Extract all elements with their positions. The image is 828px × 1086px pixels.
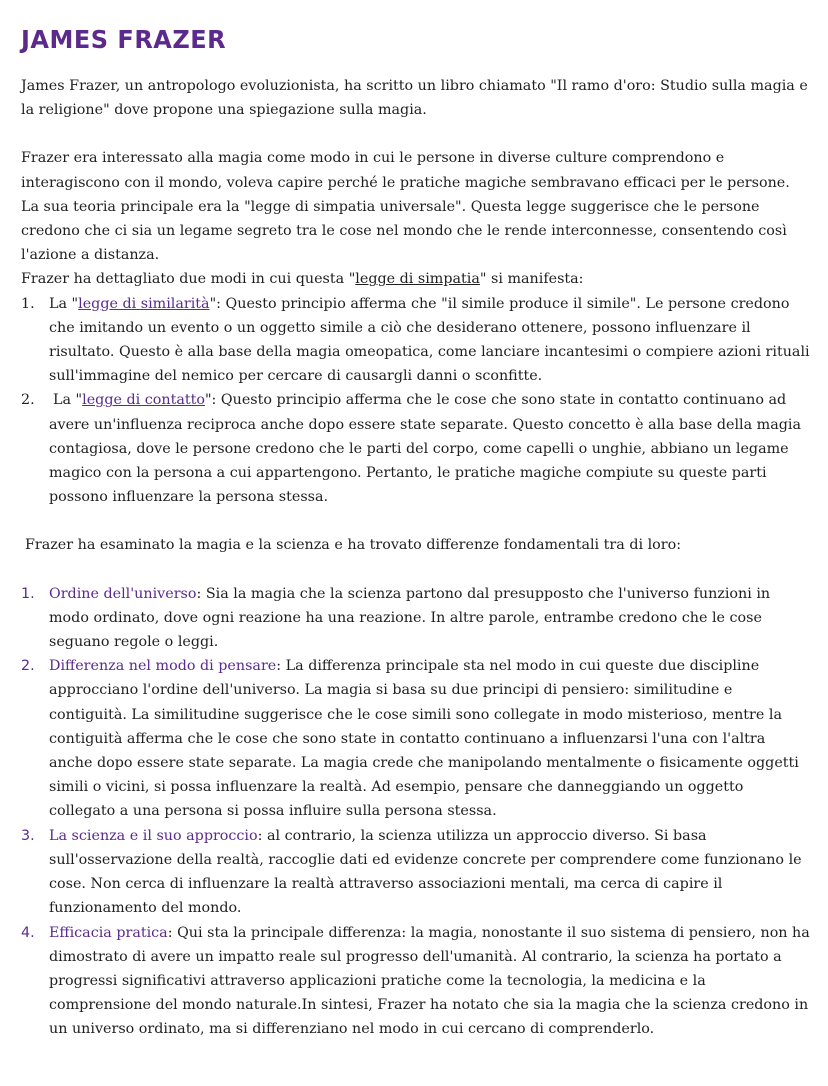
law-text: ": Questo principio afferma che "il simile produce il simile". Le persone credono che imitando un evento o un oggetto simile a ciò che desiderano ottenere, possono influenzare il risultato. Questo è alla base della magia omeopatica, come lanciare incantesimi o compiere azioni rituali sull'immagine del nemico per cercare di causargli danni o sconfitte. bbox=[49, 295, 810, 385]
laws-intro-after: " si manifesta: bbox=[479, 271, 584, 288]
link-legge-di-contatto[interactable]: legge di contatto bbox=[82, 392, 205, 409]
law-before: La " bbox=[49, 295, 79, 312]
law-before: La " bbox=[53, 392, 83, 409]
list-number: 1. bbox=[21, 295, 35, 312]
laws-intro-before: Frazer ha dettagliato due modi in cui questa " bbox=[21, 271, 356, 288]
intro-paragraph: James Frazer, un antropologo evoluzionista, ha scritto un libro chiamato "Il ramo d'oro: Studio sulla magia e la religione" dove propone una spiegazione sulla magia. bbox=[21, 78, 808, 119]
list-number: 3. bbox=[21, 827, 35, 844]
law-text: ": Questo principio afferma che le cose che sono state in contatto continuano ad avere un'influenza reciproca anche dopo essere state separate. Questo concetto è alla base della magia contagiosa, dove le persone credono che le parti del corpo, come capelli o unghie, abbiano un legame magico con la persona a cui appartengono. Pertanto, le pratiche magiche compiute su queste parti possono influenzare la persona stessa. bbox=[49, 392, 801, 506]
page-title: JAMES FRAZER bbox=[21, 25, 227, 55]
paragraph-laws-intro bbox=[21, 267, 811, 291]
laws-list bbox=[21, 292, 811, 510]
link-legge-di-simpatia[interactable]: legge di simpatia bbox=[355, 271, 480, 288]
paragraph-interest: Frazer era interessato alla magia come modo in cui le persone in diverse culture comprendono e interagiscono con il mondo, voleva capire perché le pratiche magiche sembravano efficaci per le persone. bbox=[21, 150, 790, 191]
difference-text: : Qui sta la principale differenza: la magia, nonostante il suo sistema di pensiero, non ha dimostrato di avere un impatto reale sul progresso dell'umanità. Al contrario, la scienza ha portato a progressi significativi attraverso applicazioni pratiche come la tecnologia, la medicina e la comprensione del mondo naturale.In sintesi, Frazer ha notato che sia la magia che la scienza credono in un universo ordinato, ma si differenziano nel modo in cui cercano di comprenderlo. bbox=[49, 924, 810, 1038]
link-legge-di-similarita[interactable]: legge di similarità bbox=[78, 295, 210, 312]
list-number: 2. bbox=[21, 392, 35, 409]
list-item bbox=[21, 921, 811, 1042]
list-item bbox=[21, 654, 811, 823]
difference-text: : La differenza principale sta nel modo in cui queste due discipline approcciano l'ordine dell'universo. La magia si basa su due principi di pensiero: similitudine e contiguità. La similitudine suggerisce che le cose simili sono collegate in modo misterioso, mentre la contiguità afferma che le cose che sono state in contatto continuano a influenzarsi l'una con l'altra anche dopo essere state separate. La magia crede che manipolando mentalmente o fisicamente oggetti simili o vicini, si possa influenzare la realtà. Ad esempio, pensare che danneggiando un oggetto collegato a una persona si possa influire sulla persona stessa. bbox=[49, 658, 799, 820]
list-item bbox=[21, 292, 811, 389]
paragraph-differences-intro: Frazer ha esaminato la magia e la scienza e ha trovato differenze fondamentali tra di loro: bbox=[25, 537, 682, 554]
document-page bbox=[21, 24, 811, 1042]
paragraph-theory: La sua teoria principale era la "legge di simpatia universale". Questa legge suggerisce che le persone credono che ci sia un legame segreto tra le cose nel mondo che le rende interconnesse, consentendo così l'azione a distanza. bbox=[21, 198, 787, 264]
difference-label: Efficacia pratica bbox=[49, 924, 168, 941]
difference-text: : Sia la magia che la scienza partono dal presupposto che l'universo funzioni in modo ordinato, dove ogni reazione ha una reazione. In altre parole, entrambe credono che le cose seguano regole o leggi. bbox=[49, 585, 771, 651]
list-item bbox=[21, 582, 811, 655]
list-number: 2. bbox=[21, 658, 35, 675]
difference-text: : al contrario, la scienza utilizza un approccio diverso. Si basa sull'osservazione della realtà, raccoglie dati ed evidenze concrete per comprendere come funzionano le cose. Non cerca di influenzare la realtà attraverso associazioni mentali, ma cerca di capire il funzionamento del mondo. bbox=[49, 827, 802, 917]
difference-label: La scienza e il suo approccio bbox=[49, 827, 258, 844]
list-item bbox=[21, 824, 811, 921]
difference-label: Differenza nel modo di pensare bbox=[49, 658, 277, 675]
differences-list bbox=[21, 582, 811, 1042]
difference-label: Ordine dell'universo bbox=[49, 585, 197, 602]
list-number: 1. bbox=[21, 585, 35, 602]
list-number: 4. bbox=[21, 924, 35, 941]
list-item bbox=[21, 388, 811, 509]
